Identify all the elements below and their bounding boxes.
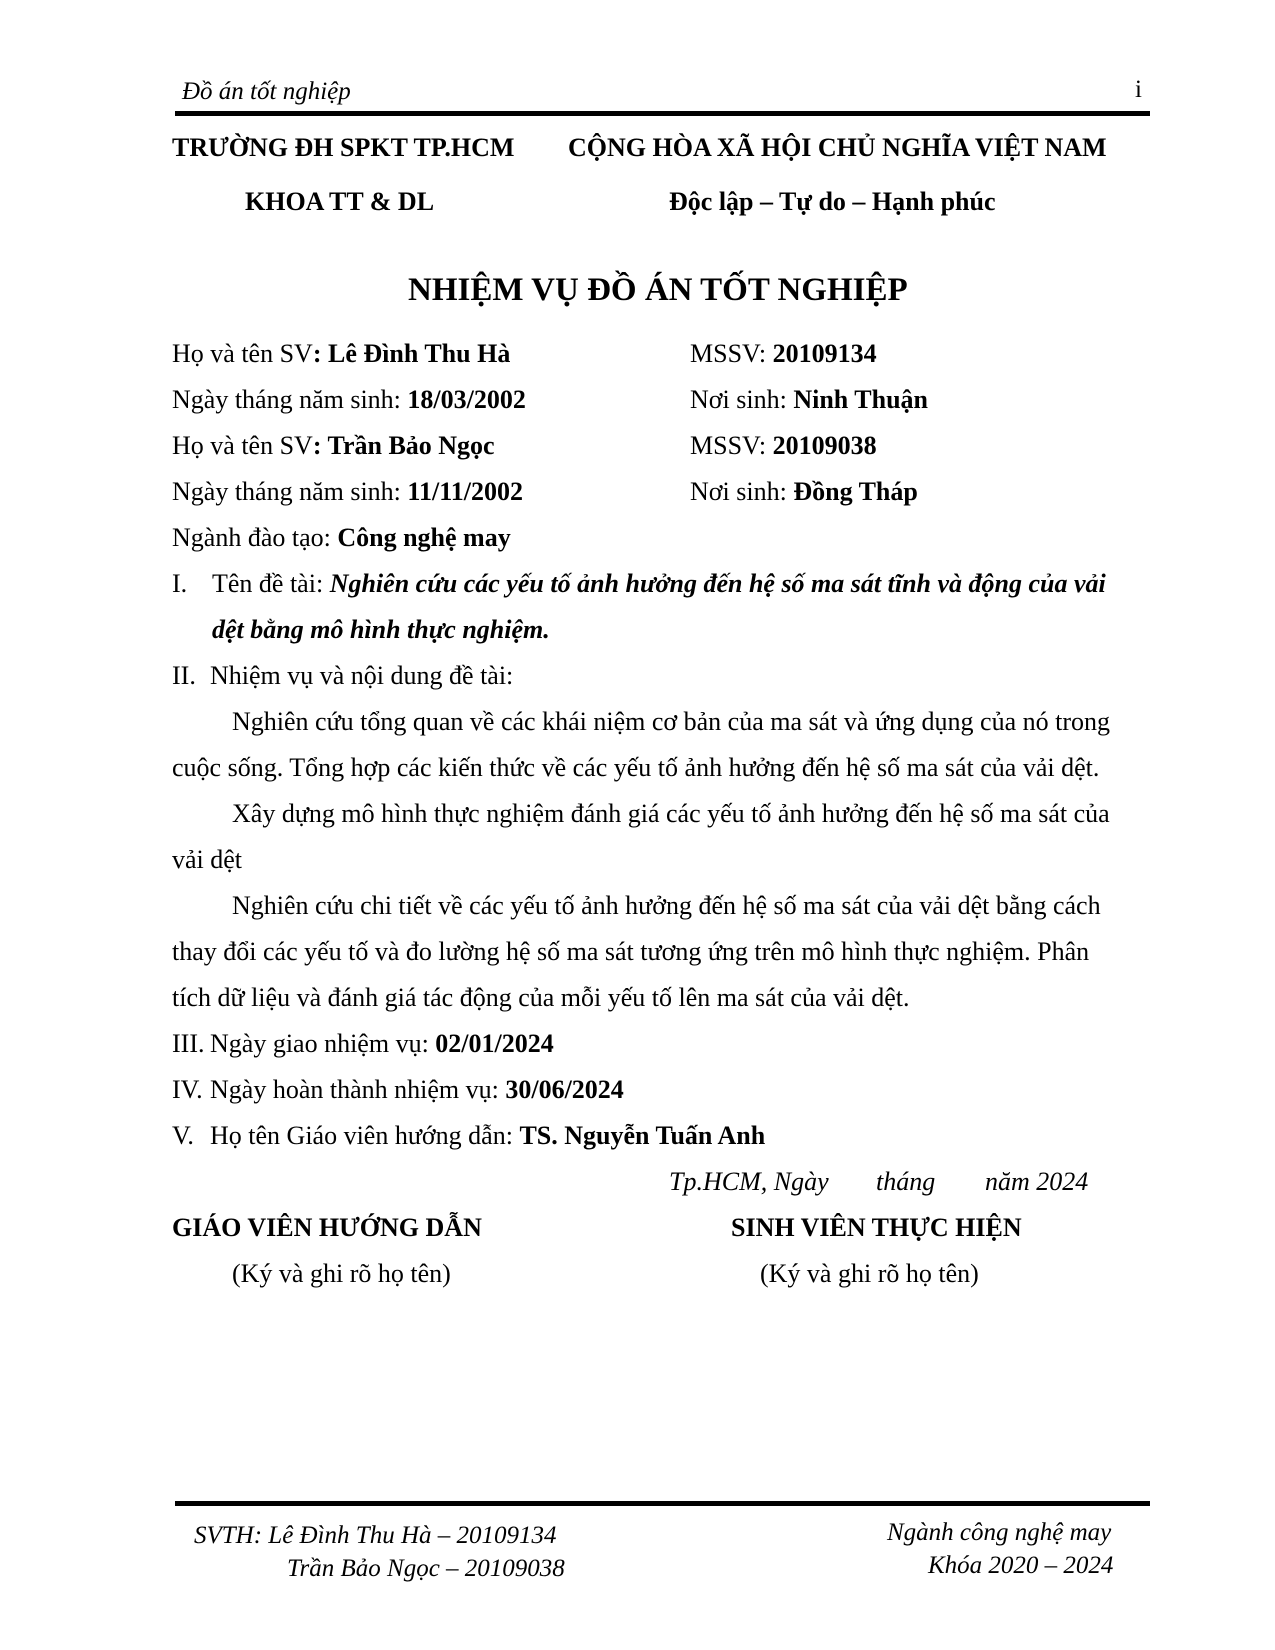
section-2-label: Nhiệm vụ và nội dung đề tài: <box>210 661 514 690</box>
footer-course: Khóa 2020 – 2024 <box>928 1552 1114 1579</box>
supervisor-row <box>210 1121 765 1151</box>
supervisor-name: TS. Nguyễn Tuấn Anh <box>519 1121 766 1150</box>
major-label: Ngành đào tạo: <box>172 523 338 552</box>
section-1-line1 <box>212 569 1106 599</box>
task-paragraph-3-line1: Nghiên cứu chi tiết về các yếu tố ảnh hưởng đến hệ số ma sát của vải dệt bằng cách <box>232 891 1101 920</box>
date-month: tháng <box>876 1167 936 1196</box>
assign-date-label: Ngày giao nhiệm vụ: <box>210 1029 436 1058</box>
student-1-name-row: Họ và tên SV: Lê Đình Thu Hà <box>172 339 511 368</box>
footer-major: Ngành công nghệ may <box>887 1519 1112 1546</box>
student-2-name-row: Họ và tên SV: Trần Bảo Ngọc <box>172 431 495 460</box>
section-1-label: Tên đề tài: <box>212 569 330 598</box>
nation-name: CỘNG HÒA XÃ HỘI CHỦ NGHĨA VIỆT NAM <box>568 133 1107 162</box>
student-1-dob-label: Ngày tháng năm sinh: <box>172 385 408 414</box>
student-2-id-row <box>690 431 877 461</box>
student-1-name-label: Họ và tên SV <box>172 339 313 368</box>
date-place-day: Tp.HCM, Ngày <box>669 1167 829 1196</box>
footer-rule <box>175 1501 1150 1506</box>
supervisor-label: Họ tên Giáo viên hướng dẫn: <box>210 1121 520 1150</box>
footer-svth-line1: SVTH: Lê Đình Thu Hà – 20109134 <box>194 1522 557 1549</box>
running-header-title: Đồ án tốt nghiệp <box>182 78 351 105</box>
complete-date-row <box>210 1075 624 1105</box>
task-paragraph-1-line2: cuộc sống. Tổng hợp các kiến thức về các yếu tố ảnh hưởng đến hệ số ma sát của vải dệt. <box>172 753 1100 782</box>
assign-date-row <box>210 1029 554 1059</box>
student-1-birthplace-label: Nơi sinh: <box>690 385 794 414</box>
student-1-birthplace-row <box>690 385 928 415</box>
student-1-birthplace: Ninh Thuận <box>793 385 928 414</box>
header-rule <box>175 111 1150 116</box>
student-2-birthplace: Đồng Tháp <box>793 477 918 506</box>
task-paragraph-3-line3: tích dữ liệu và đánh giá tác động của mỗi yếu tố lên ma sát của vải dệt. <box>172 983 910 1012</box>
supervisor-signature-title: GIÁO VIÊN HƯỚNG DẪN <box>172 1213 482 1242</box>
student-2-name: Trần Bảo Ngọc <box>327 431 495 460</box>
section-4-number: IV. <box>172 1075 203 1104</box>
student-1-dob: 18/03/2002 <box>407 385 526 414</box>
task-paragraph-2-line1: Xây dựng mô hình thực nghiệm đánh giá các yếu tố ảnh hưởng đến hệ số ma sát của <box>232 799 1110 828</box>
complete-date: 30/06/2024 <box>505 1075 624 1104</box>
student-2-dob: 11/11/2002 <box>407 477 523 506</box>
section-2-number: II. <box>172 661 196 690</box>
section-3-number: III. <box>172 1029 205 1058</box>
topic-title-line1: Nghiên cứu các yếu tố ảnh hưởng đến hệ số ma sát tĩnh và động của vải <box>329 569 1106 598</box>
major-value: Công nghệ may <box>337 523 511 552</box>
page-title: NHIỆM VỤ ĐỒ ÁN TỐT NGHIỆP <box>408 272 908 308</box>
task-paragraph-1-line1: Nghiên cứu tổng quan về các khái niệm cơ bản của ma sát và ứng dụng của nó trong <box>232 707 1110 736</box>
major-row <box>172 523 511 553</box>
section-1-number: I. <box>172 569 188 598</box>
section-5-number: V. <box>172 1121 194 1150</box>
student-1-id-label: MSSV: <box>690 339 773 368</box>
student-1-name: Lê Đình Thu Hà <box>328 339 511 368</box>
date-year: năm 2024 <box>985 1167 1089 1196</box>
student-1-id-row <box>690 339 877 369</box>
student-2-id-label: MSSV: <box>690 431 773 460</box>
student-signature-note: (Ký và ghi rõ họ tên) <box>760 1259 979 1288</box>
task-paragraph-2-line2: vải dệt <box>172 845 243 874</box>
faculty-name: KHOA TT & DL <box>245 187 435 216</box>
task-paragraph-3-line2: thay đổi các yếu tố và đo lường hệ số ma sát tương ứng trên mô hình thực nghiệm. Phân <box>172 937 1090 966</box>
student-2-birthplace-row <box>690 477 918 507</box>
assign-date: 02/01/2024 <box>435 1029 554 1058</box>
student-2-name-label: Họ và tên SV <box>172 431 313 460</box>
student-1-id: 20109134 <box>772 339 877 368</box>
footer-svth-line2: Trần Bảo Ngọc – 20109038 <box>287 1555 565 1582</box>
page-number: i <box>1135 76 1142 103</box>
topic-title-line2: dệt bằng mô hình thực nghiệm. <box>212 615 550 644</box>
complete-date-label: Ngày hoàn thành nhiệm vụ: <box>210 1075 506 1104</box>
student-2-birthplace-label: Nơi sinh: <box>690 477 794 506</box>
national-motto: Độc lập – Tự do – Hạnh phúc <box>669 187 996 216</box>
student-2-dob-label: Ngày tháng năm sinh: <box>172 477 408 506</box>
student-signature-title: SINH VIÊN THỰC HIỆN <box>731 1213 1022 1242</box>
student-1-dob-row <box>172 385 526 415</box>
student-2-dob-row <box>172 477 523 507</box>
school-name: TRƯỜNG ĐH SPKT TP.HCM <box>172 133 515 162</box>
supervisor-signature-note: (Ký và ghi rõ họ tên) <box>232 1259 451 1288</box>
student-2-id: 20109038 <box>772 431 877 460</box>
